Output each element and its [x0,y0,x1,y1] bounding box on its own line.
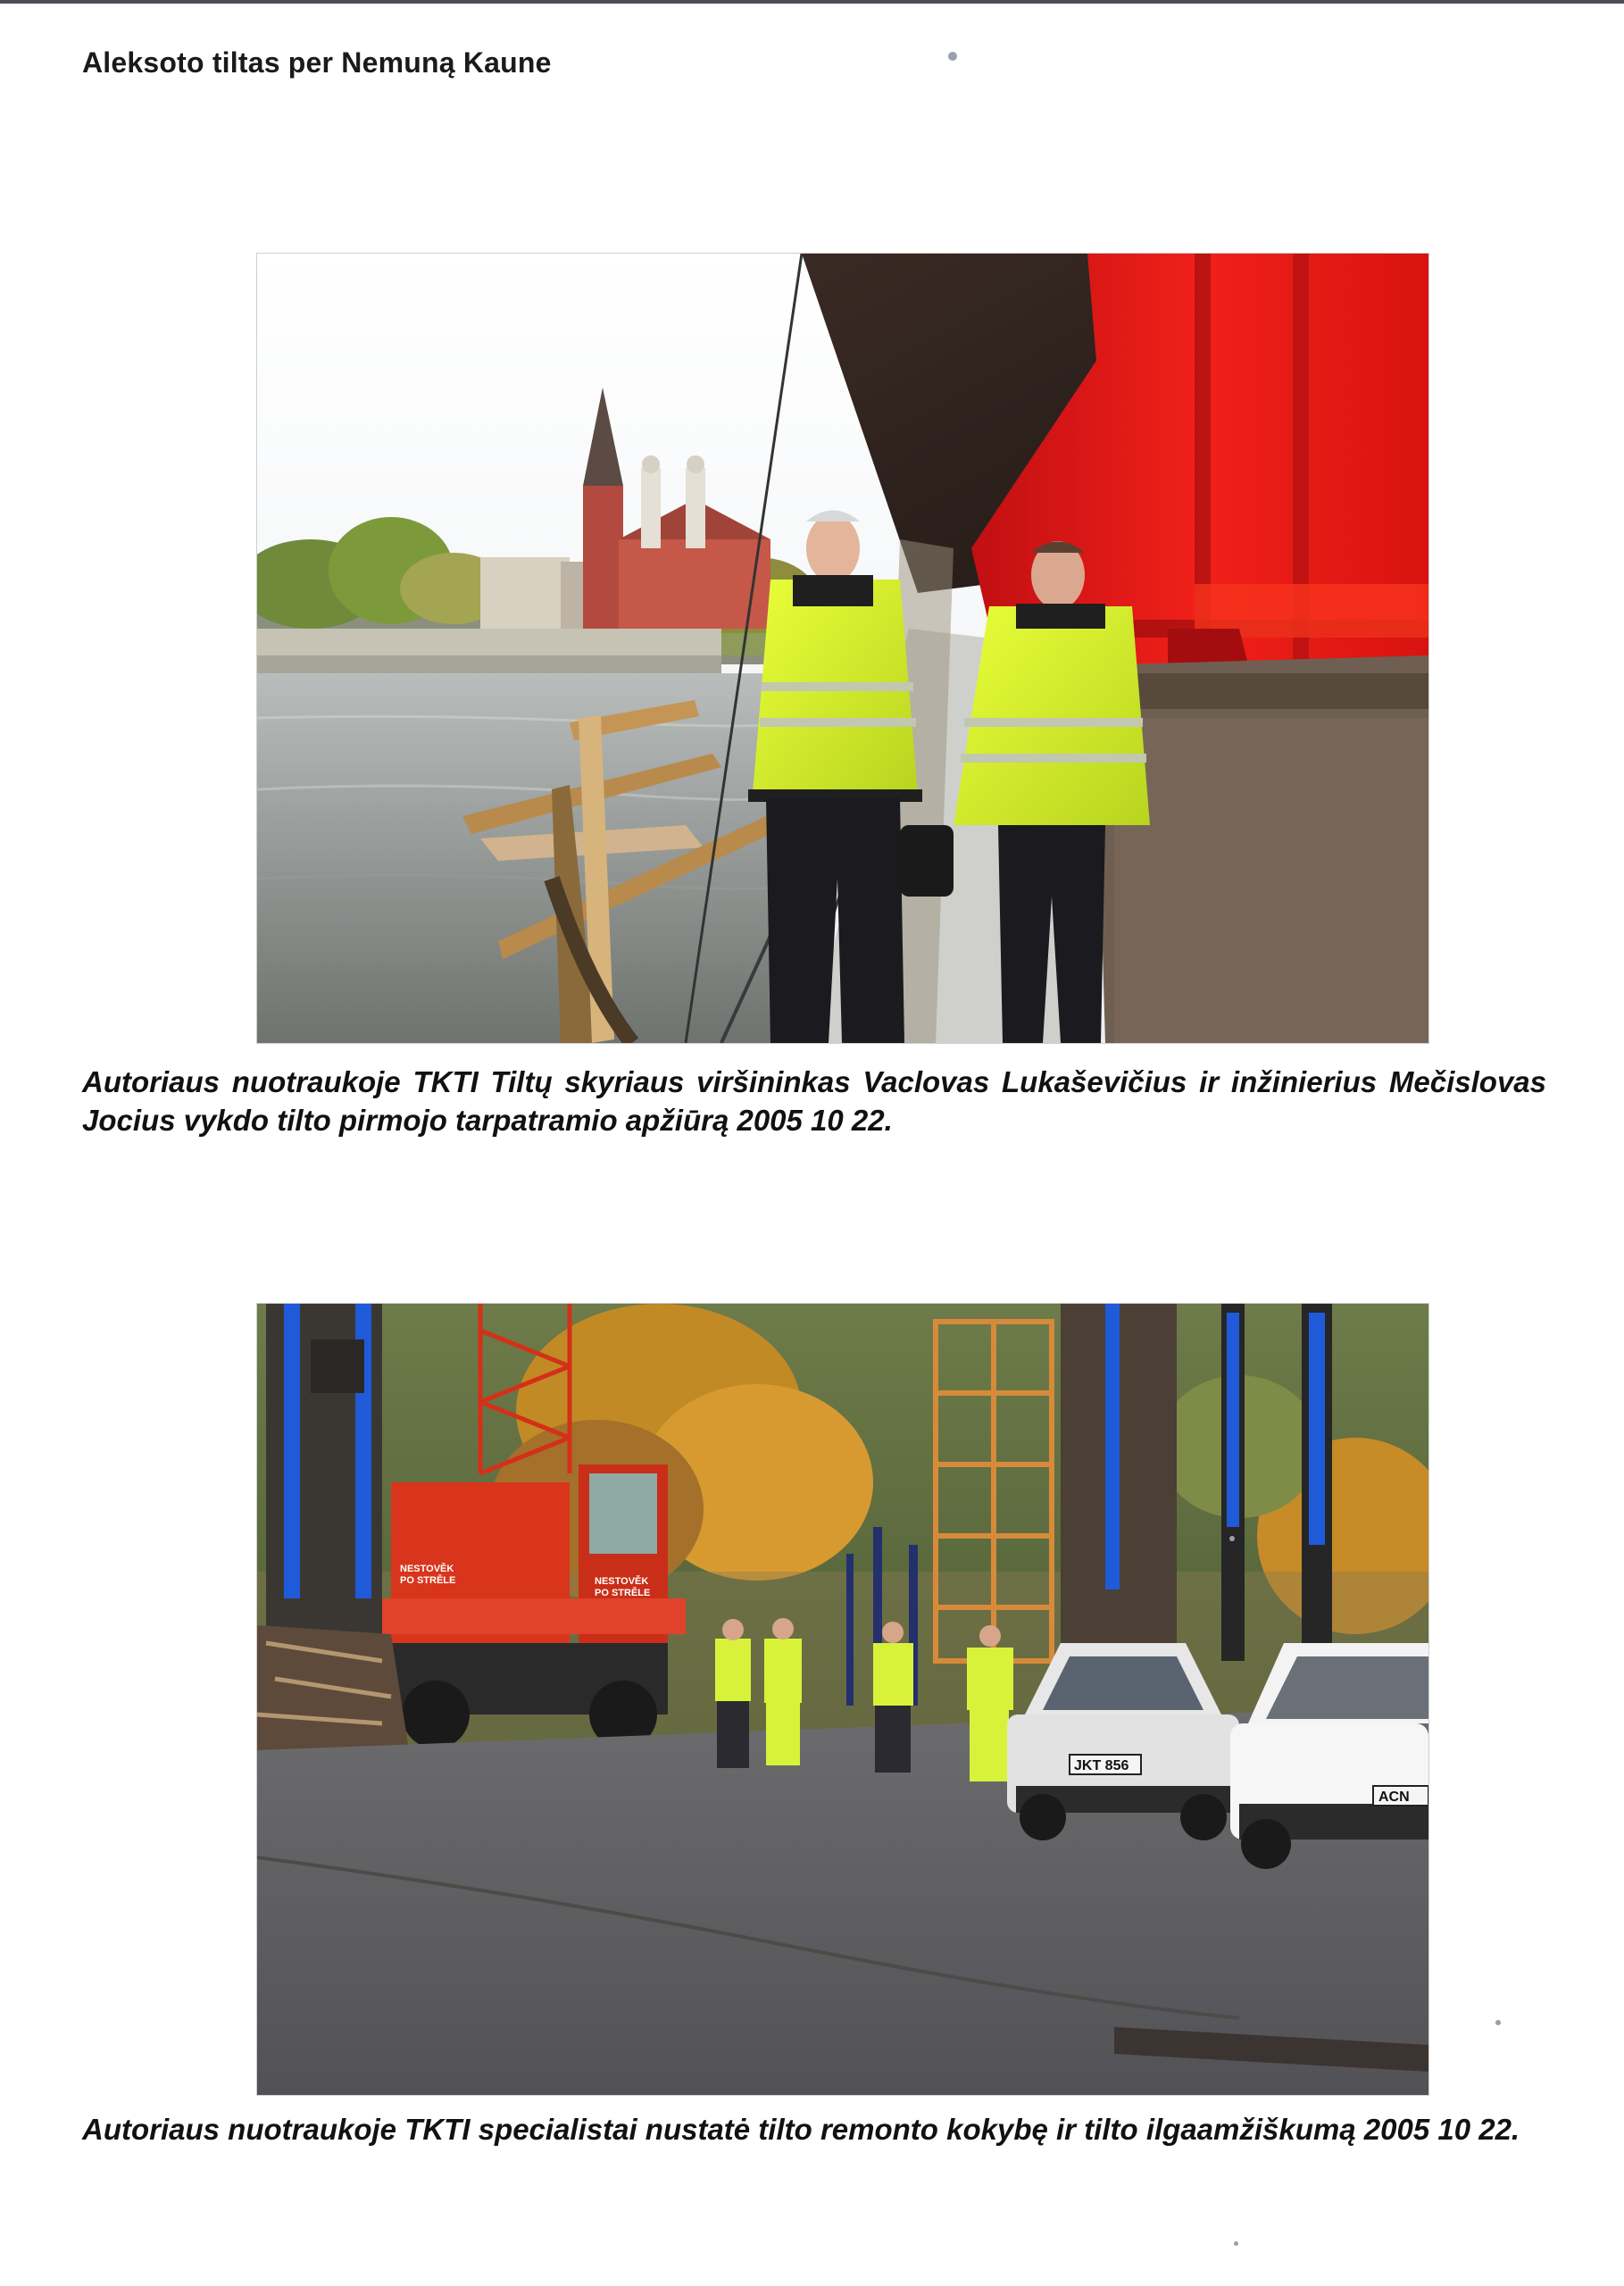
scan-speck [948,52,957,61]
crane-cab-text-right-2: PO STRĚLE [595,1588,651,1598]
photo-1-caption: Autoriaus nuotraukoje TKTI Tiltų skyriaus viršininkas Vaclovas Lukaševičius ir inžinierius Mečislovas Jocius vykdo tilto pirmojo tarpatramio apžiūrą 2005 10 22. [82,1065,1546,1137]
plate-right: ACN [1378,1790,1410,1805]
crane-cab-text-right-1: NESTOVĚK [595,1576,649,1587]
photo-bridge-road [256,1303,1429,2096]
photo-2-caption: Autoriaus nuotraukoje TKTI specialistai nustatė tilto remonto kokybę ir tilto ilgaamžiškumą 2005 10 22. [82,2113,1520,2146]
scan-speck [1495,2020,1501,2025]
plate-left: JKT 856 [1074,1758,1129,1773]
page-title: Aleksoto tiltas per Nemuną Kaune [82,46,552,79]
scan-speck [1234,2241,1238,2246]
scan-speck [1229,1536,1235,1541]
photo-bridge-inspection [256,253,1429,1044]
crane-cab-text-left-2: PO STRĚLE [400,1575,456,1586]
top-rule [0,0,1624,4]
crane-cab-text-left-1: NESTOVĚK [400,1564,454,1574]
